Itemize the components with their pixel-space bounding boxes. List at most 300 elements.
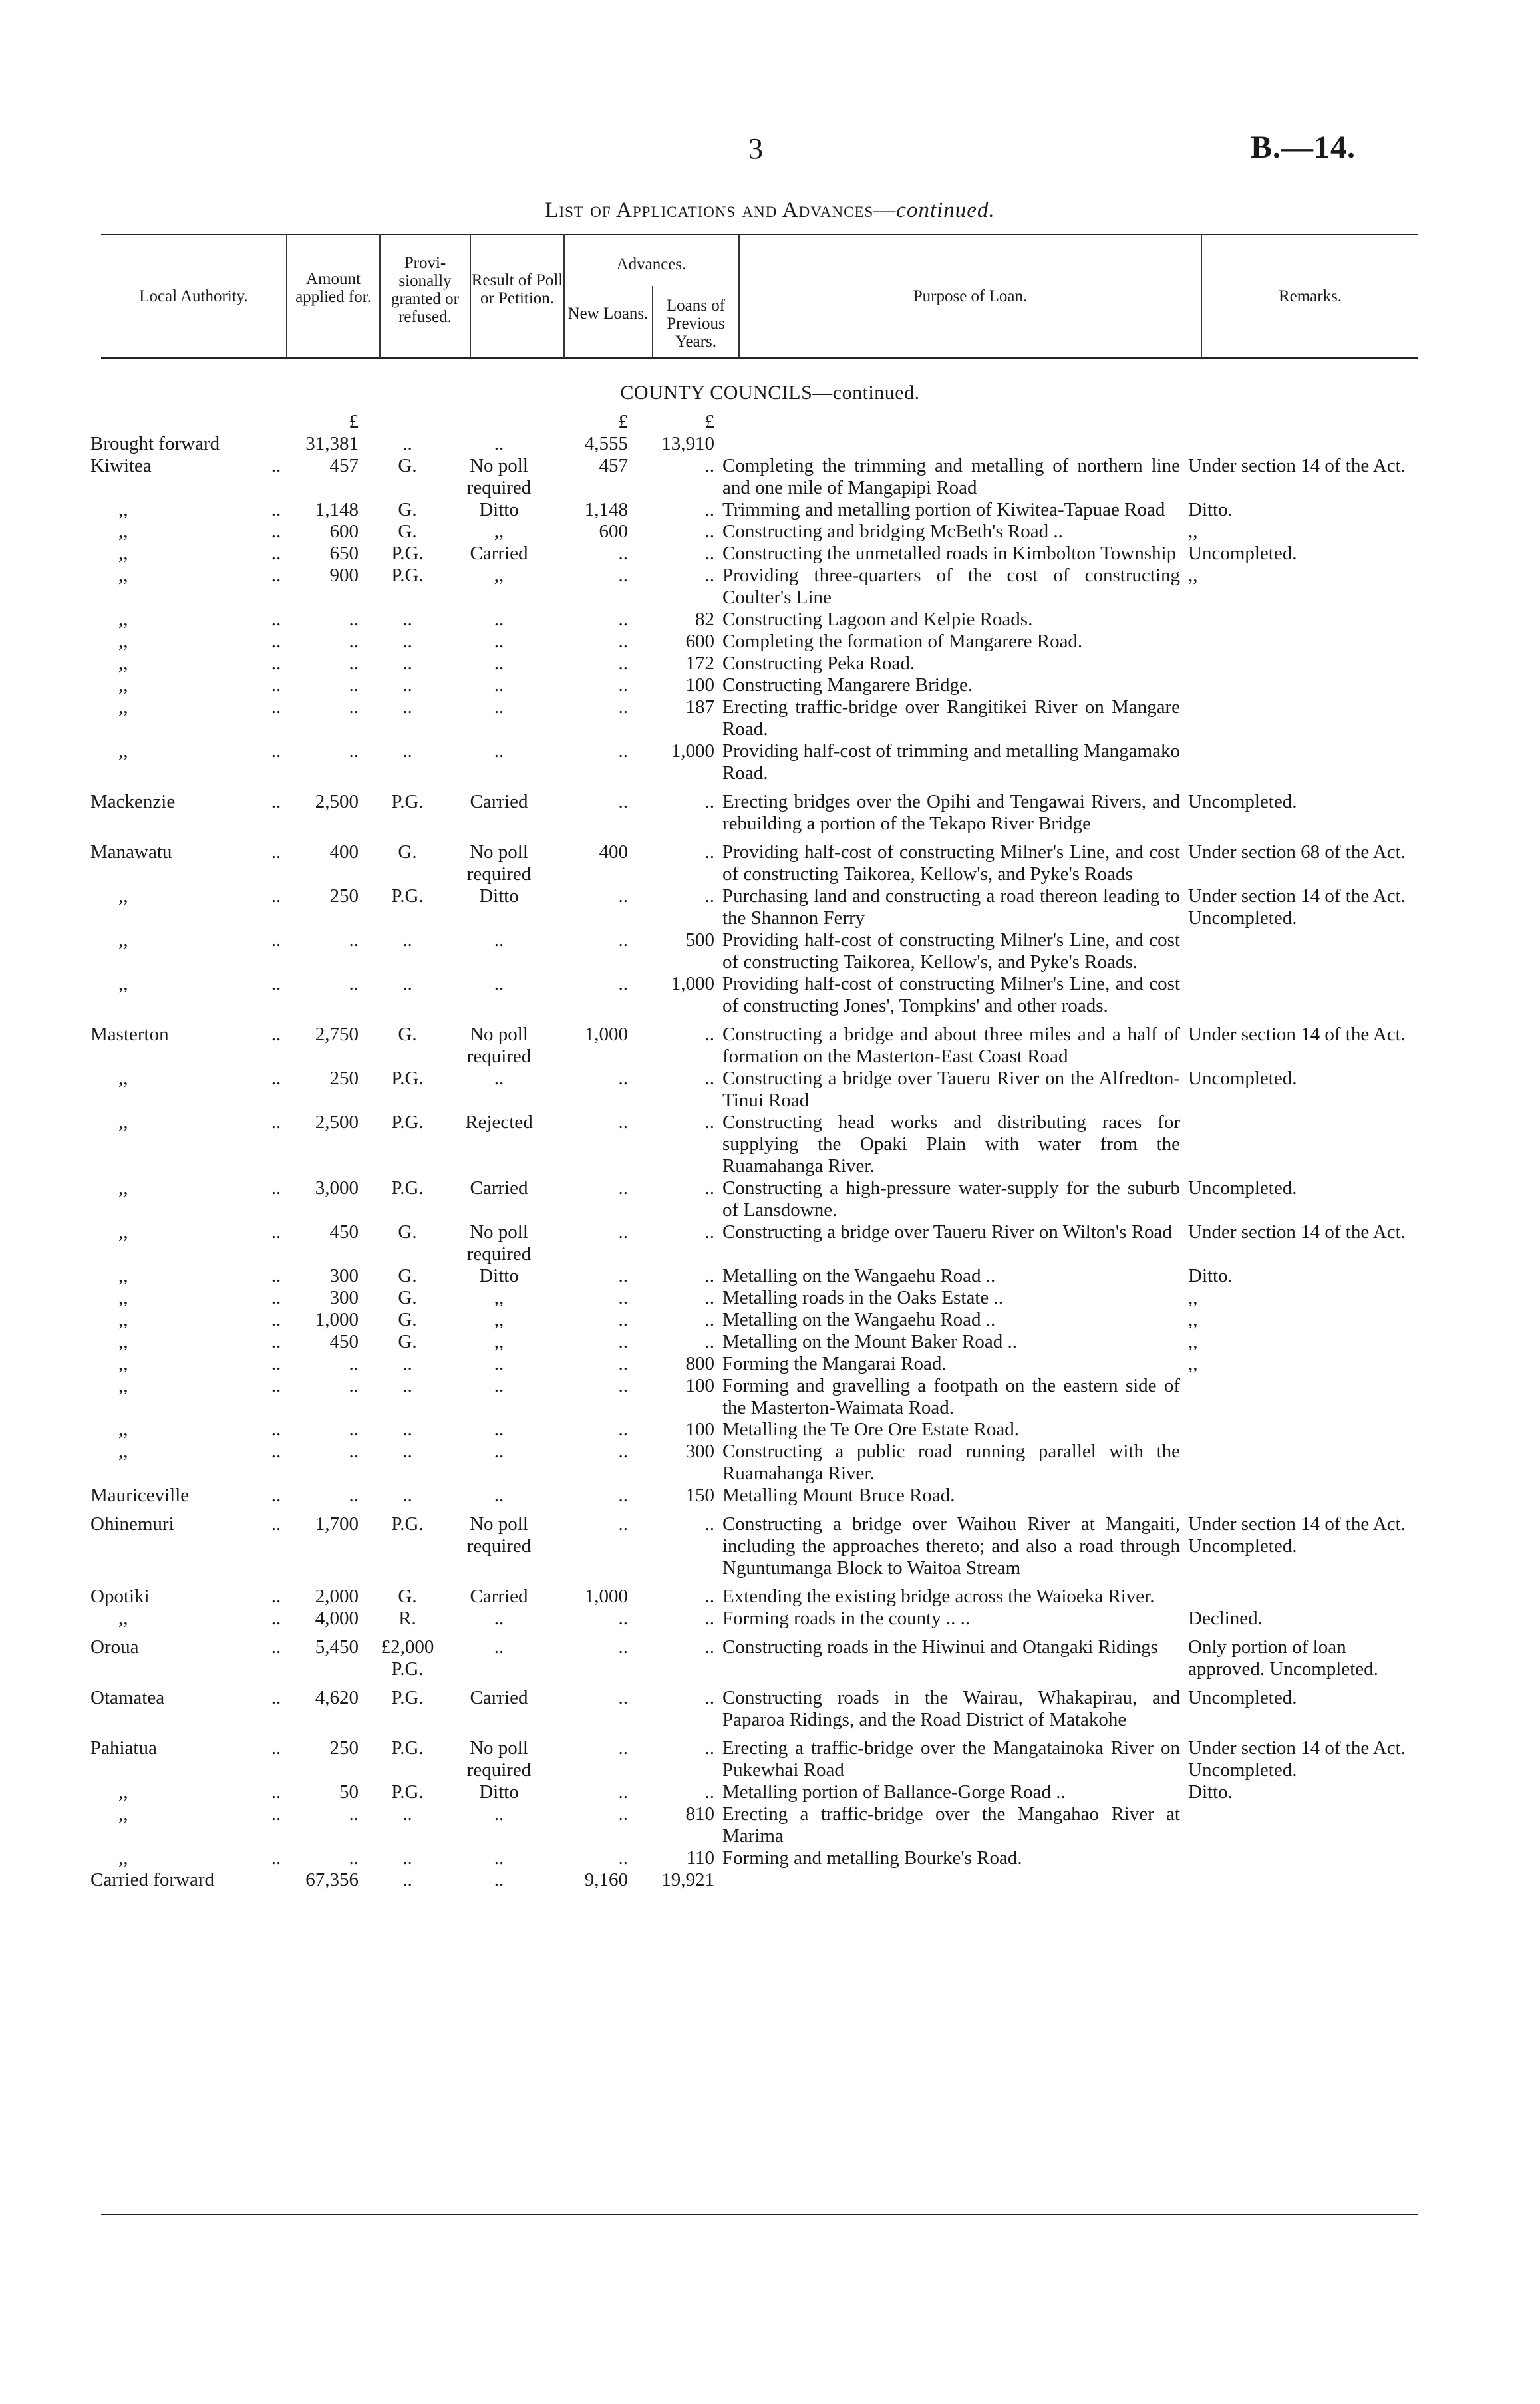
header-bottom-rule [101, 357, 1418, 359]
purpose-cell: Erecting bridges over the Opihi and Tengawai Rivers, and rebuilding a portion of the Tekapo River Bridge [722, 791, 1180, 834]
new-loans-cell: .. [618, 791, 628, 812]
previous-loans-cell: .. [704, 499, 714, 520]
previous-loans-cell: .. [704, 521, 714, 542]
table-row [86, 1265, 1420, 1287]
previous-loans-cell: .. [704, 1687, 714, 1708]
remarks-cell: Under section 14 of the Act. [1188, 455, 1406, 476]
leader-dots-cell: .. [271, 565, 281, 586]
new-loans-cell: 1,148 [584, 499, 628, 520]
poll-result-cell: No poll required [466, 841, 532, 885]
purpose-cell: Constructing a high-pressure water-supply for the suburb of Lansdowne. [722, 1177, 1180, 1221]
poll-result-cell: ,, [494, 1309, 504, 1330]
purpose-cell: Forming roads in the county .. .. [722, 1608, 971, 1629]
provisional-status-cell: P.G. [391, 565, 424, 586]
new-loans-cell: .. [618, 543, 628, 564]
new-loans-cell: 9,160 [584, 1869, 628, 1890]
purpose-cell: Metalling roads in the Oaks Estate .. [722, 1287, 1004, 1308]
poll-result-cell: .. [494, 1803, 504, 1825]
previous-loans-cell: 100 [685, 1375, 714, 1396]
previous-loans-cell: .. [704, 1024, 714, 1045]
poll-result-cell: .. [494, 1485, 504, 1506]
provisional-status-cell: .. [402, 1869, 412, 1890]
purpose-cell: Metalling on the Wangaehu Road .. [722, 1309, 996, 1330]
new-loans-cell: .. [618, 929, 628, 951]
remarks-cell [1184, 696, 1420, 740]
new-loans-cell: .. [618, 1419, 628, 1440]
provisional-status-cell: .. [402, 1485, 412, 1506]
leader-dots-cell: .. [271, 1419, 281, 1440]
remarks-cell: Under section 14 of the Act. Uncompleted. [1188, 1737, 1406, 1781]
table-row [86, 565, 1420, 609]
provisional-status-cell: .. [402, 1803, 412, 1825]
col-header-remarks: Remarks. [1278, 287, 1342, 305]
leader-dots-cell: .. [271, 1781, 281, 1803]
table-row [86, 1112, 1420, 1177]
leader-dots-cell: .. [271, 675, 281, 696]
leader-dots-cell: .. [271, 1265, 281, 1286]
column-divider [563, 234, 565, 358]
leader-dots-cell: .. [271, 1287, 281, 1308]
previous-loans-cell: 172 [685, 653, 714, 674]
provisional-status-cell: P.G. [391, 1513, 424, 1535]
provisional-status-cell: G. [398, 499, 417, 520]
amount-applied-cell: .. [349, 1847, 359, 1869]
new-loans-cell: 4,555 [584, 433, 628, 454]
remarks-cell [1184, 1441, 1420, 1485]
purpose-cell: Metalling Mount Bruce Road. [722, 1485, 955, 1506]
table-row [86, 653, 1420, 675]
amount-applied-cell: 2,000 [315, 1586, 359, 1607]
local-authority-cell: Pahiatua [90, 1737, 157, 1759]
table-row [86, 885, 1420, 929]
new-loans-cell: .. [618, 609, 628, 630]
poll-result-cell: Carried [470, 1687, 528, 1708]
leader-dots-cell: .. [271, 885, 281, 907]
previous-loans-cell: .. [704, 1781, 714, 1803]
local-authority-cell: ,, [118, 1375, 128, 1396]
provisional-status-cell: .. [402, 1419, 412, 1440]
provisional-status-cell: P.G. [391, 1737, 424, 1759]
table-row [86, 1781, 1420, 1803]
new-loans-cell: .. [618, 1737, 628, 1759]
local-authority-cell: ,, [118, 1781, 128, 1803]
page-title [0, 198, 1540, 223]
amount-applied-cell: 250 [329, 1737, 359, 1759]
table-row [86, 1485, 1420, 1507]
previous-loans-cell: 100 [685, 1419, 714, 1440]
provisional-status-cell: P.G. [391, 543, 424, 564]
purpose-cell: Erecting a traffic-bridge over the Mangahao River at Marima [722, 1803, 1180, 1847]
provisional-status-cell: .. [402, 1375, 412, 1396]
previous-loans-cell: .. [704, 1586, 714, 1607]
poll-result-cell: Carried [470, 791, 528, 812]
local-authority-cell: Kiwitea [90, 455, 152, 476]
leader-dots-cell: .. [271, 1068, 281, 1089]
remarks-cell [1184, 653, 1420, 675]
remarks-cell: Under section 14 of the Act. Uncompleted. [1188, 885, 1406, 929]
poll-result-cell: .. [494, 1869, 504, 1890]
units-row [86, 411, 1420, 433]
local-authority-cell: Mauriceville [90, 1485, 190, 1506]
poll-result-cell: ,, [494, 1331, 504, 1352]
local-authority-cell: ,, [118, 1112, 128, 1133]
title-main: List of Applications and Advances— [545, 198, 897, 222]
document-code: B.—14. [1251, 130, 1356, 165]
local-authority-cell: ,, [118, 973, 128, 994]
leader-dots-cell: .. [271, 1636, 281, 1658]
table-row [86, 1017, 1420, 1068]
poll-result-cell: .. [494, 1847, 504, 1869]
leader-dots-cell: .. [271, 1803, 281, 1825]
table-row [86, 609, 1420, 631]
purpose-cell: Constructing head works and distributing races for supplying the Opaki Plain with water from the Ruamahanga River. [722, 1112, 1180, 1177]
table-row [86, 1441, 1420, 1485]
remarks-cell: Uncompleted. [1188, 1177, 1297, 1199]
purpose-cell: Providing half-cost of trimming and metalling Mangamako Road. [722, 740, 1180, 784]
col-header-purpose: Purpose of Loan. [913, 287, 1028, 305]
remarks-cell: Ditto. [1188, 1265, 1233, 1286]
previous-loans-cell: 100 [685, 675, 714, 696]
previous-loans-cell: 500 [685, 929, 714, 951]
leader-dots-cell: .. [271, 543, 281, 564]
provisional-status-cell: G. [398, 1287, 417, 1308]
amount-applied-cell: 450 [329, 1221, 359, 1243]
poll-result-cell: .. [494, 1608, 504, 1629]
col-header-amount-applied: Amount applied for. [295, 270, 371, 306]
amount-applied-cell: .. [349, 1803, 359, 1825]
table-row [86, 521, 1420, 543]
poll-result-cell: .. [494, 740, 504, 762]
amount-unit: £ [349, 411, 359, 432]
poll-result-cell: .. [494, 1636, 504, 1658]
purpose-cell: Metalling the Te Ore Ore Estate Road. [722, 1419, 1019, 1440]
previous-loans-cell: .. [704, 1112, 714, 1133]
leader-dots-cell: .. [271, 1221, 281, 1243]
provisional-status-cell: P.G. [391, 1112, 424, 1133]
table-row [86, 1847, 1420, 1869]
table-row [86, 1579, 1420, 1608]
col-header-loans-previous: Loans of Previous Years. [666, 297, 726, 351]
previous-loans-cell: 19,921 [661, 1869, 714, 1890]
provisional-status-cell: .. [402, 433, 412, 454]
new-loans-cell: .. [618, 1847, 628, 1869]
amount-applied-cell: 1,700 [315, 1513, 359, 1535]
poll-result-cell: No poll required [466, 1024, 532, 1067]
table-row [86, 1287, 1420, 1309]
new-loans-cell: .. [618, 1485, 628, 1506]
previous-loans-cell: 300 [685, 1441, 714, 1462]
purpose-cell [718, 1869, 1184, 1891]
poll-result-cell: ,, [494, 1287, 504, 1308]
purpose-cell: Providing three-quarters of the cost of constructing Coulter's Line [722, 565, 1180, 608]
amount-applied-cell: 3,000 [315, 1177, 359, 1199]
table-row [86, 1803, 1420, 1847]
provisional-status-cell: G. [398, 1265, 417, 1286]
purpose-cell: Forming and metalling Bourke's Road. [722, 1847, 1022, 1869]
poll-result-cell: No poll required [466, 1737, 532, 1781]
table-row [86, 631, 1420, 653]
purpose-cell: Constructing Mangarere Bridge. [722, 675, 973, 696]
local-authority-cell: ,, [118, 1441, 128, 1462]
purpose-cell: Constructing roads in the Wairau, Whakapirau, and Paparoa Ridings, and the Road District of Matakohe [722, 1687, 1180, 1730]
local-authority-cell: ,, [118, 1608, 128, 1629]
leader-dots-cell: .. [271, 791, 281, 812]
local-authority-cell: ,, [118, 1177, 128, 1199]
amount-applied-cell: 67,356 [305, 1869, 359, 1890]
col-header-result: Result of Poll or Petition. [471, 271, 563, 307]
table-row [86, 433, 1420, 455]
local-authority-cell: ,, [118, 1353, 128, 1374]
local-authority-cell: ,, [118, 631, 128, 652]
remarks-cell [1184, 1869, 1420, 1891]
leader-dots-cell: .. [271, 1608, 281, 1629]
amount-applied-cell: .. [349, 740, 359, 762]
new-loans-cell: .. [618, 1287, 628, 1308]
purpose-cell: Metalling on the Mount Baker Road .. [722, 1331, 1017, 1352]
previous-loans-cell: .. [704, 1309, 714, 1330]
purpose-cell: Forming the Mangarai Road. [722, 1353, 947, 1374]
amount-applied-cell: .. [349, 973, 359, 994]
new-loans-cell: 400 [599, 841, 628, 863]
leader-dots-cell: .. [271, 1847, 281, 1869]
new-loans-cell: .. [618, 740, 628, 762]
remarks-cell [1184, 1847, 1420, 1869]
poll-result-cell: .. [494, 675, 504, 696]
amount-applied-cell: 5,450 [315, 1636, 359, 1658]
poll-result-cell: .. [494, 433, 504, 454]
new-loans-cell: .. [618, 1781, 628, 1803]
previous-loans-cell: 187 [685, 696, 714, 718]
amount-applied-cell: 2,500 [315, 1112, 359, 1133]
new-loans-cell: 457 [599, 455, 628, 476]
new-loans-cell: .. [618, 1375, 628, 1396]
local-authority-cell: Ohinemuri [90, 1513, 174, 1535]
col-header-advances: Advances. [616, 255, 687, 273]
local-authority-cell: ,, [118, 653, 128, 674]
provisional-status-cell: .. [402, 973, 412, 994]
amount-applied-cell: .. [349, 1419, 359, 1440]
provisional-status-cell: .. [402, 696, 412, 718]
provisional-status-cell: G. [398, 1221, 417, 1243]
table-row [86, 1353, 1420, 1375]
local-authority-cell: Mackenzie [90, 791, 176, 812]
purpose-cell: Purchasing land and constructing a road thereon leading to the Shannon Ferry [722, 885, 1180, 929]
poll-result-cell: .. [494, 1419, 504, 1440]
amount-applied-cell: 31,381 [305, 433, 359, 454]
table-row [86, 835, 1420, 885]
purpose-cell: Constructing a bridge over Waihou River at Mangaiti, including the approaches thereto; and also a road through Nguntumanga Block to Waitoa Stream [722, 1513, 1180, 1578]
remarks-cell: Uncompleted. [1188, 1068, 1297, 1089]
remarks-cell: Under section 14 of the Act. [1188, 1024, 1406, 1045]
leader-dots-cell: .. [271, 841, 281, 863]
amount-applied-cell: 2,500 [315, 791, 359, 812]
amount-applied-cell: 900 [329, 565, 359, 586]
poll-result-cell: No poll required [466, 1221, 532, 1265]
provisional-status-cell: .. [402, 609, 412, 630]
leader-dots-cell: .. [271, 1024, 281, 1045]
remarks-cell [1184, 433, 1420, 455]
table-row [86, 1177, 1420, 1221]
table-row [86, 740, 1420, 784]
remarks-cell [1184, 929, 1420, 973]
table-row [86, 1731, 1420, 1781]
provisional-status-cell: P.G. [391, 1687, 424, 1708]
amount-applied-cell: .. [349, 1441, 359, 1462]
amount-applied-cell: 300 [329, 1287, 359, 1308]
new-loans-cell: .. [618, 1803, 628, 1825]
previous-loans-cell: .. [704, 1265, 714, 1286]
local-authority-cell: ,, [118, 1419, 128, 1440]
previous-loans-cell: .. [704, 791, 714, 812]
poll-result-cell: Carried [470, 1177, 528, 1199]
provisional-status-cell: .. [402, 1353, 412, 1374]
provisional-status-cell: P.G. [391, 885, 424, 907]
provisional-status-cell: G. [398, 455, 417, 476]
amount-applied-cell: .. [349, 675, 359, 696]
poll-result-cell: Carried [470, 543, 528, 564]
local-authority-cell: ,, [118, 1803, 128, 1825]
provisional-status-cell: P.G. [391, 1781, 424, 1803]
local-authority-cell: ,, [118, 885, 128, 907]
table-row [86, 1331, 1420, 1353]
new-loans-cell: .. [618, 631, 628, 652]
previous-loans-cell: .. [704, 455, 714, 476]
new-loans-cell: .. [618, 1331, 628, 1352]
local-authority-cell: ,, [118, 565, 128, 586]
previous-loans-cell: 13,910 [661, 433, 714, 454]
purpose-cell: Metalling on the Wangaehu Road .. [722, 1265, 996, 1286]
provisional-status-cell: £2,000 P.G. [381, 1636, 434, 1680]
table-row [86, 1680, 1420, 1731]
previous-loans-cell: 110 [686, 1847, 714, 1869]
local-authority-cell: ,, [118, 1287, 128, 1308]
remarks-cell: Declined. [1188, 1608, 1263, 1629]
remarks-cell: ,, [1188, 1353, 1198, 1374]
table-row [86, 1630, 1420, 1680]
leader-dots-cell: .. [271, 1737, 281, 1759]
new-loans-cell: .. [618, 1441, 628, 1462]
poll-result-cell: ,, [494, 521, 504, 542]
remarks-cell [1184, 609, 1420, 631]
provisional-status-cell: P.G. [391, 1177, 424, 1199]
previous-loans-cell: .. [704, 543, 714, 564]
previous-loans-cell: .. [704, 565, 714, 586]
poll-result-cell: Ditto [479, 885, 519, 907]
new-loans-cell: .. [618, 653, 628, 674]
previous-loans-cell: .. [704, 1636, 714, 1658]
poll-result-cell: Ditto [479, 499, 519, 520]
local-authority-cell: Opotiki [90, 1586, 150, 1607]
new-loans-cell: .. [618, 696, 628, 718]
header-top-rule [101, 234, 1418, 235]
local-authority-cell: ,, [118, 1331, 128, 1352]
purpose-cell: Erecting traffic-bridge over Rangitikei River on Mangare Road. [722, 696, 1180, 740]
poll-result-cell: .. [494, 1068, 504, 1089]
table-row [86, 675, 1420, 696]
table-row [86, 784, 1420, 835]
poll-result-cell: .. [494, 1353, 504, 1374]
previous-loans-cell: 150 [685, 1485, 714, 1506]
purpose-cell: Constructing a public road running parallel with the Ruamahanga River. [722, 1441, 1180, 1484]
col-header-local-authority: Local Authority. [139, 287, 248, 305]
remarks-cell: ,, [1188, 1331, 1198, 1352]
purpose-cell: Providing half-cost of constructing Milner's Line, and cost of constructing Jones', Tompkins' and other roads. [722, 973, 1180, 1016]
leader-dots-cell: .. [271, 740, 281, 762]
leader-dots-cell: .. [271, 929, 281, 951]
provisional-status-cell: .. [402, 1847, 412, 1869]
previous-loans-cell: 600 [685, 631, 714, 652]
previous-loans-cell: .. [704, 1331, 714, 1352]
new-loans-unit: £ [618, 411, 628, 432]
poll-result-cell: ,, [494, 565, 504, 586]
new-loans-cell: .. [618, 1068, 628, 1089]
poll-result-cell: .. [494, 929, 504, 951]
local-authority-cell: ,, [118, 1265, 128, 1286]
purpose-cell: Constructing a bridge and about three miles and a half of formation on the Masterton-East Coast Road [722, 1024, 1180, 1067]
amount-applied-cell: 4,000 [315, 1608, 359, 1629]
table-row [86, 543, 1420, 565]
amount-applied-cell: .. [349, 631, 359, 652]
previous-loans-cell: 1,000 [671, 973, 714, 994]
provisional-status-cell: G. [398, 1309, 417, 1330]
provisional-status-cell: G. [398, 1586, 417, 1607]
table-row [86, 499, 1420, 521]
local-authority-cell: ,, [118, 929, 128, 951]
remarks-cell: Ditto. [1188, 1781, 1233, 1803]
leader-dots-cell: .. [271, 1687, 281, 1708]
provisional-status-cell: .. [402, 631, 412, 652]
previous-loans-cell: .. [704, 1068, 714, 1089]
table-row [86, 1869, 1420, 1891]
remarks-cell [1184, 631, 1420, 653]
provisional-status-cell: P.G. [391, 1068, 424, 1089]
local-authority-cell: ,, [118, 740, 128, 762]
table-row [86, 696, 1420, 740]
leader-dots-cell: .. [271, 1309, 281, 1330]
purpose-cell [718, 433, 1184, 455]
poll-result-cell: .. [494, 973, 504, 994]
table-row [86, 455, 1420, 499]
poll-result-cell: .. [494, 1441, 504, 1462]
leader-dots-cell: .. [271, 1375, 281, 1396]
remarks-cell [1184, 1579, 1420, 1608]
amount-applied-cell: 650 [329, 543, 359, 564]
leader-dots-cell: .. [271, 609, 281, 630]
amount-applied-cell: 250 [329, 1068, 359, 1089]
purpose-cell: Providing half-cost of constructing Milner's Line, and cost of constructing Taikorea, Kellow's, and Pyke's Roads [722, 841, 1180, 885]
provisional-status-cell: .. [402, 740, 412, 762]
poll-result-cell: Ditto [479, 1265, 519, 1286]
previous-loans-cell: .. [704, 1287, 714, 1308]
leader-dots-cell: .. [271, 653, 281, 674]
poll-result-cell: .. [494, 1375, 504, 1396]
remarks-cell [1184, 675, 1420, 696]
remarks-cell [1184, 1375, 1420, 1419]
table-row [86, 1309, 1420, 1331]
new-loans-cell: .. [618, 1513, 628, 1535]
title-italic: continued. [896, 198, 995, 222]
poll-result-cell: .. [494, 653, 504, 674]
leader-dots-cell: .. [271, 696, 281, 718]
new-loans-cell: .. [618, 973, 628, 994]
table-row [86, 1419, 1420, 1441]
amount-applied-cell: 50 [339, 1781, 359, 1803]
leader-dots-cell [263, 433, 289, 455]
leader-dots-cell: .. [271, 631, 281, 652]
local-authority-cell: ,, [118, 675, 128, 696]
leader-dots-cell: .. [271, 455, 281, 476]
amount-applied-cell: 450 [329, 1331, 359, 1352]
